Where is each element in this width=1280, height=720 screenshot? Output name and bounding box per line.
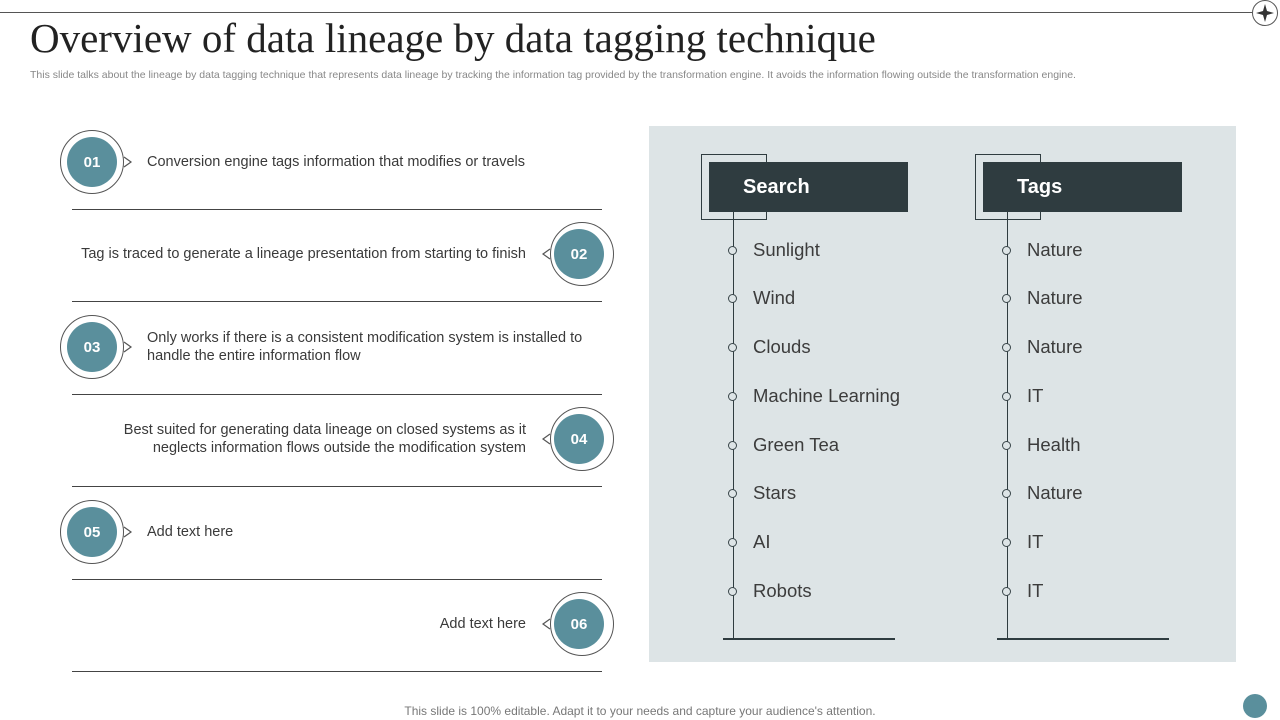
step-underline: [72, 579, 602, 580]
node-dot: [1002, 538, 1011, 547]
chevron-icon: [122, 154, 134, 170]
tags-baseline: [997, 638, 1169, 640]
corner-dot: [1243, 694, 1267, 718]
lineage-panel: [649, 126, 1236, 662]
step-underline: [72, 394, 602, 395]
step-number-badge: 04: [554, 414, 604, 464]
search-connector-line: [733, 212, 734, 638]
node-dot: [728, 441, 737, 450]
step-03: [58, 315, 618, 395]
search-baseline: [723, 638, 895, 640]
step-text: Tag is traced to generate a lineage presentation from starting to finish: [81, 246, 526, 262]
top-rule: [0, 12, 1252, 13]
chevron-icon: [540, 616, 552, 632]
node-dot: [728, 392, 737, 401]
step-text: Add text here: [147, 524, 234, 540]
node-dot: [1002, 392, 1011, 401]
step-02: [58, 222, 618, 302]
node-dot: [728, 587, 737, 596]
search-column: Search Sunlight Wind Clouds Machine Learning Green Tea Stars AI Robots: [701, 154, 921, 644]
step-underline: [72, 301, 602, 302]
node-dot: [1002, 587, 1011, 596]
compass-star-icon: [1252, 0, 1278, 26]
tags-header: Tags: [983, 162, 1182, 212]
node-dot: [1002, 294, 1011, 303]
footer-note: This slide is 100% editable. Adapt it to your needs and capture your audience's attention.: [404, 704, 876, 718]
search-header: Search: [709, 162, 908, 212]
step-text: Only works if there is a consistent modification system is installed to handle the entire information flow: [147, 330, 583, 364]
step-number-badge: 01: [67, 137, 117, 187]
chevron-icon: [540, 246, 552, 262]
node-dot: [1002, 246, 1011, 255]
step-underline: [72, 209, 602, 210]
page-title: Overview of data lineage by data tagging technique: [30, 15, 876, 61]
step-number-badge: 02: [554, 229, 604, 279]
step-text: Best suited for generating data lineage on closed systems as it neglects information flows outside the modification system: [123, 422, 526, 456]
node-dot: [728, 246, 737, 255]
node-dot: [1002, 489, 1011, 498]
step-number-badge: 06: [554, 599, 604, 649]
step-04: [58, 407, 618, 487]
node-dot: [728, 343, 737, 352]
step-06: [58, 592, 618, 672]
chevron-icon: [540, 431, 552, 447]
step-05: [58, 500, 618, 580]
tags-connector-line: [1007, 212, 1008, 638]
step-01: [58, 130, 618, 210]
step-number-badge: 03: [67, 322, 117, 372]
step-text: Conversion engine tags information that modifies or travels: [147, 154, 525, 170]
chevron-icon: [122, 339, 134, 355]
chevron-icon: [122, 524, 134, 540]
node-dot: [728, 538, 737, 547]
step-underline: [72, 671, 602, 672]
step-number-badge: 05: [67, 507, 117, 557]
step-text: Add text here: [439, 616, 526, 632]
node-dot: [728, 294, 737, 303]
node-dot: [1002, 343, 1011, 352]
node-dot: [728, 489, 737, 498]
node-dot: [1002, 441, 1011, 450]
tags-column: Tags Nature Nature Nature IT Health Nature IT IT: [975, 154, 1195, 644]
page-subtitle: This slide talks about the lineage by data tagging technique that represents data lineage by tracking the information tag provided by the transformation engine. It avoids the information flowing outside the transformation engine.: [30, 69, 1076, 81]
step-underline: [72, 486, 602, 487]
